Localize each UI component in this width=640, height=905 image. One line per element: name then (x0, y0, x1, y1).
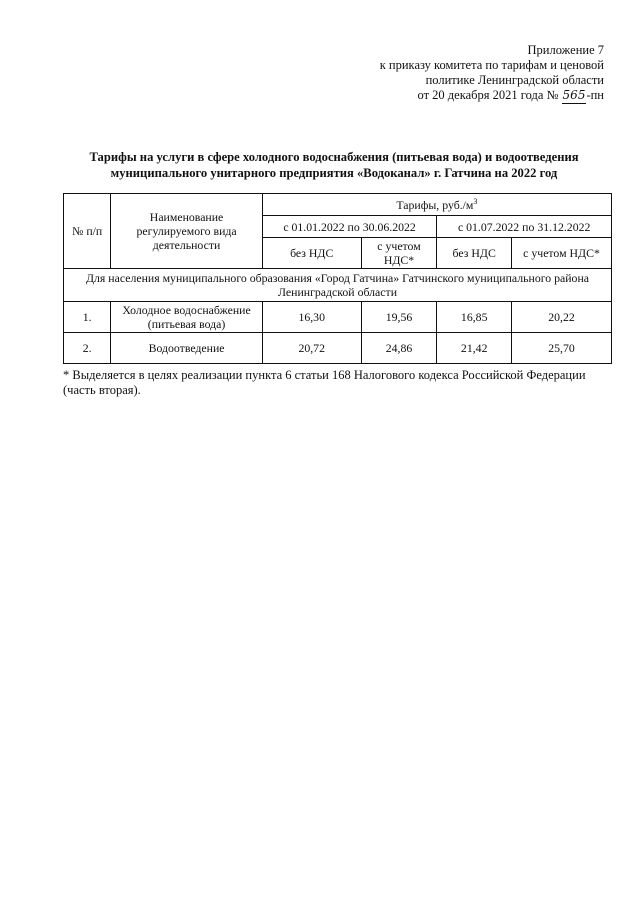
row-p1-with-vat: 19,56 (361, 302, 437, 333)
appendix-label: Приложение 7 (527, 43, 604, 57)
document-title-line-1: Тарифы на услуги в сфере холодного водоснабжения (питьевая вода) и водоотведения (89, 150, 579, 164)
table-row (64, 302, 612, 333)
column-header-p2-without-vat: без НДС (437, 238, 512, 269)
vat-footnote: * Выделяется в целях реализации пункта 6 статьи 168 Налогового кодекса Российской Федерации (часть вторая). (63, 368, 586, 397)
row-p1-without-vat: 16,30 (262, 302, 361, 333)
tariffs-label: Тарифы, руб./м (396, 197, 474, 212)
row-p2-without-vat: 21,42 (437, 333, 512, 364)
tariffs-unit-sup: 3 (473, 196, 478, 206)
document-title-line-2: муниципального унитарного предприятия «Водоканал» г. Гатчина на 2022 год (110, 166, 558, 180)
column-header-period-1: с 01.01.2022 по 30.06.2022 (262, 216, 437, 238)
document-title (60, 149, 608, 181)
row-number: 1. (64, 302, 111, 333)
row-p2-without-vat: 16,85 (437, 302, 512, 333)
section-population: Для населения муниципального образования «Город Гатчина» Гатчинского муниципального района Ленинградской области (64, 269, 612, 302)
row-number: 2. (64, 333, 111, 364)
table-header-row (64, 194, 612, 216)
row-p1-with-vat: 24,86 (361, 333, 437, 364)
column-header-number: № п/п (64, 194, 111, 269)
row-p2-with-vat: 20,22 (512, 302, 612, 333)
column-header-p1-with-vat: с учетом НДС* (361, 238, 437, 269)
table-section-row (64, 269, 612, 302)
order-suffix: -пн (586, 88, 604, 102)
order-date: от 20 декабря 2021 года № (417, 88, 559, 102)
row-p2-with-vat: 25,70 (512, 333, 612, 364)
row-activity-name: Водоотведение (111, 333, 262, 364)
column-header-p1-without-vat: без НДС (262, 238, 361, 269)
column-header-activity: Наименование регулируемого вида деятельности (111, 194, 262, 269)
order-reference-line: к приказу комитета по тарифам и ценовой (379, 58, 604, 72)
appendix-header (324, 43, 604, 104)
order-committee-line: политике Ленинградской области (425, 73, 604, 87)
row-activity-name: Холодное водоснабжение (питьевая вода) (111, 302, 262, 333)
order-number-handwritten: 565 (562, 88, 586, 102)
row-p1-without-vat: 20,72 (262, 333, 361, 364)
column-header-p2-with-vat: с учетом НДС* (512, 238, 612, 269)
tariffs-table (63, 193, 612, 364)
column-header-period-2: с 01.07.2022 по 31.12.2022 (437, 216, 612, 238)
table-row (64, 333, 612, 364)
order-date-line (324, 88, 604, 104)
column-header-tariffs (262, 194, 611, 216)
